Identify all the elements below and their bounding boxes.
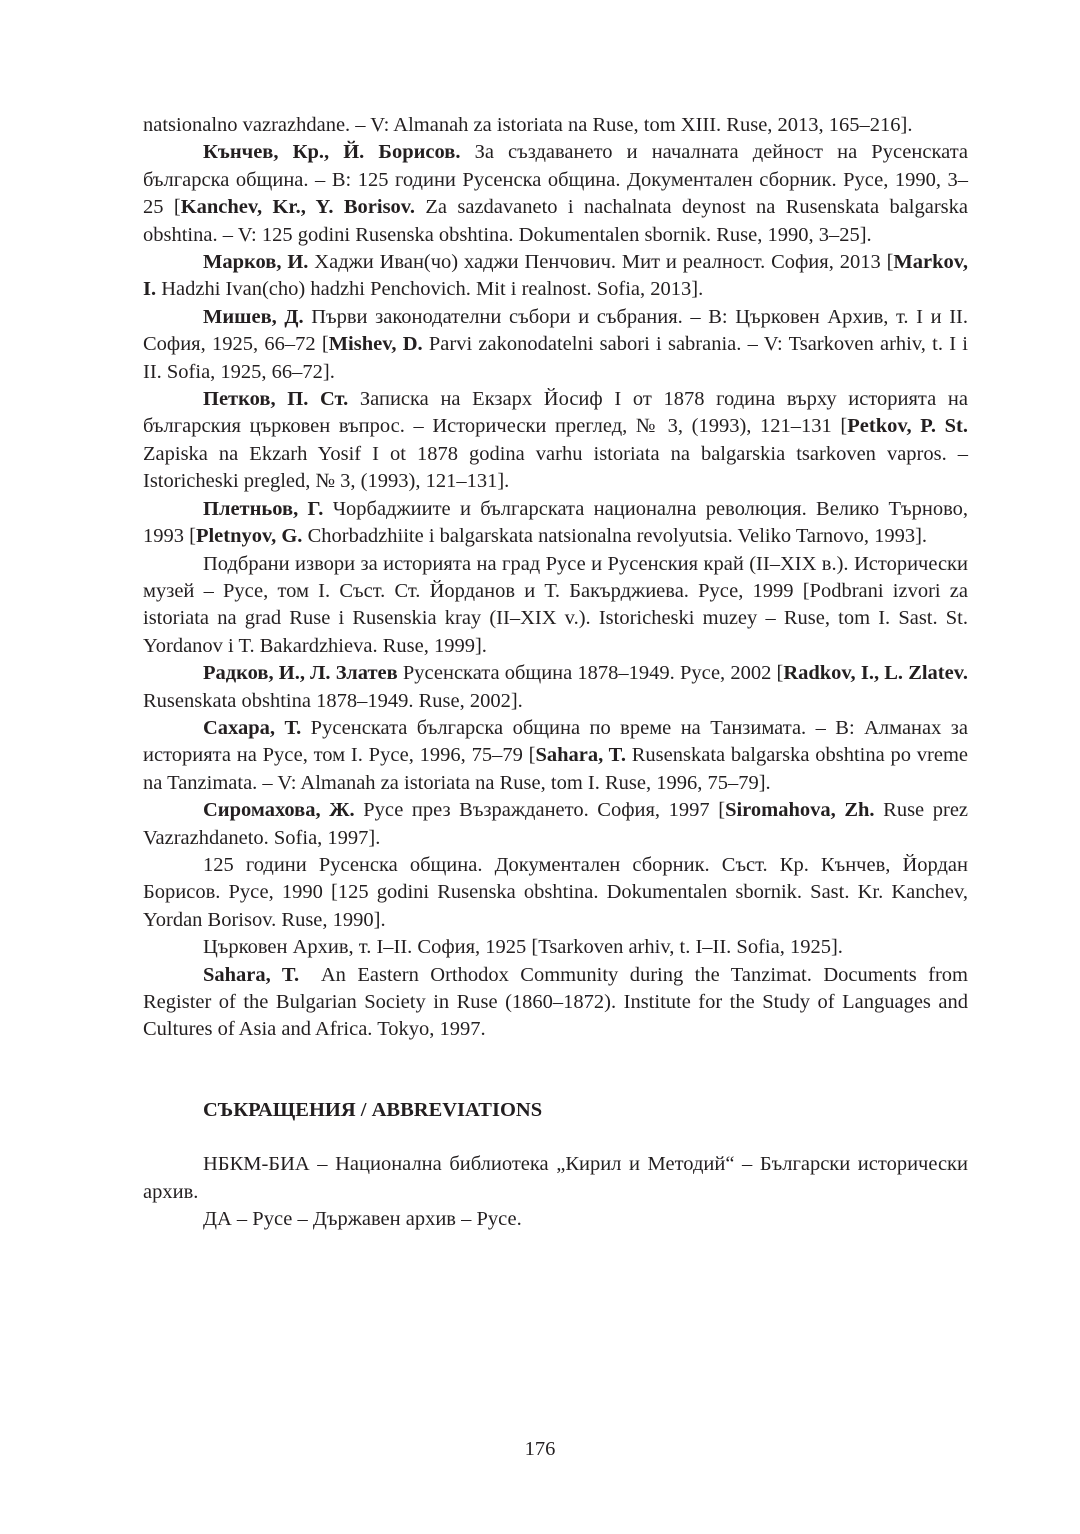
- entry-text-transliterated: Rusenskata obshtina 1878–1949. Ruse, 2002].: [143, 689, 523, 712]
- entry-text-transliterated: Ruse prez Vazrazhdaneto. Sofia, 1997].: [143, 799, 969, 849]
- entry-text: Русе през Възраждането. София, 1997 [: [354, 799, 726, 822]
- entry-text-transliterated: Chorbadzhiite i balgarskata natsionalna revolyutsia. Veliko Tarnovo, 1993].: [302, 525, 928, 548]
- entry-text: Чорбаджиите и българската национална революция. Велико Търново, 1993 [: [143, 497, 968, 548]
- entry-author-transliterated: Pletnyov, G.: [195, 525, 303, 548]
- entry-text: Записка на Екзарх Йосиф I от 1878 година върху историята на българския църковен въпрос. – Исторически преглед, № 3, (1993), 121–131 [: [143, 388, 968, 438]
- entry-author: Кънчев, Кр., Й. Борисов.: [203, 141, 461, 164]
- entry-author: Радков, И., Л. Златев: [203, 662, 398, 685]
- entry-text: Първи законодателни събори и събрания. – В: Църковен Архив, т. I и II. София, 1925, 66–72 [: [143, 305, 968, 356]
- entry-text: Църковен Архив, т. I–II. София, 1925 [Tsarkoven arhiv, t. I–II. Sofia, 1925].: [203, 936, 843, 959]
- entry-text: Подбрани извори за историята на град Русе и Русенския край (II–XIX в.). Исторически музей – Русе, том I. Съст. Ст. Йорданов и Т. Бакърджиева. Русе, 1999 [Podbrani izvori za istoriata na grad Ruse i Rusenskia kray (II–XIX v.). Istoricheski muzey – Ruse, tom I. Sast. St. Yordanov i T. Bakardzhieva. Ruse, 1999].: [143, 552, 968, 657]
- bibliography-list: [143, 112, 974, 1044]
- abbreviation-item: ДА – Русе – Държавен архив – Русе.: [203, 1208, 522, 1231]
- abbreviation-item: НБКМ-БИА – Национална библиотека „Кирил и Методий“ – Български исторически архив.: [143, 1153, 968, 1203]
- entry-text: 125 години Русенска община. Документален сборник. Съст. Кр. Кънчев, Йордан Борисов. Русе, 1990 [125 godini Rusenska obshtina. Dokumentalen sbornik. Sast. Kr. Kanchev, Yordan Borisov. Ruse, 1990].: [143, 853, 968, 931]
- bibliography-entry: [143, 934, 968, 961]
- entry-author-transliterated: Markov, I.: [143, 251, 968, 301]
- entry-author-transliterated: Petkov, P. St.: [847, 415, 968, 438]
- entry-text: Русенската община 1878–1949. Русе, 2002 [: [397, 662, 784, 685]
- entry-text: Хаджи Иван(чо) хаджи Пенчович. Мит и реалност. София, 2013 [: [308, 251, 894, 274]
- entry-text-transliterated: Zapiska na Ekzarh Yosif I ot 1878 godina varhu istoriata na balgarskia tsarkoven vapros. – Istoricheski pregled, № 3, (1993), 121–131].: [143, 442, 968, 493]
- bibliography-entry: [143, 139, 968, 249]
- abbreviations-list: [143, 1151, 968, 1233]
- entry-author-transliterated: Sahara, T.: [535, 744, 626, 767]
- entry-text-transliterated: Za sazdavaneto i nachalnata deynost na Rusenskata balgarska obshtina. – V: 125 godini Rusenska obshtina. Dokumentalen sbornik. Ruse, 1990, 3–25].: [143, 196, 968, 246]
- entry-author: Петков, П. Ст.: [203, 388, 349, 411]
- page-body: [143, 112, 974, 1233]
- bibliography-entry: [143, 386, 968, 496]
- entry-author: Сиромахова, Ж.: [203, 799, 355, 822]
- entry-text: An Eastern Orthodox Community during the Tanzimat. Documents from Register of the Bulgarian Society in Ruse (1860–1872). Institute for the Study of Languages and Cultures of Asia and Africa. Tokyo, 1997.: [143, 963, 974, 1041]
- entry-author-transliterated: Siromahova, Zh.: [725, 799, 875, 822]
- abbreviations-heading: СЪКРАЩЕНИЯ / ABBREVIATIONS: [203, 1098, 543, 1121]
- entry-author: Плетньов, Г.: [203, 497, 324, 520]
- entry-author: Марков, И.: [203, 251, 309, 274]
- entry-author: Sahara, T.: [203, 963, 300, 986]
- bibliography-entry: [143, 660, 968, 715]
- entry-author: Сахара, Т.: [203, 716, 302, 739]
- page-number: 176: [524, 1438, 556, 1460]
- bibliography-entry: [143, 962, 974, 1044]
- bibliography-entry: [143, 797, 968, 852]
- entry-text: natsionalno vazrazhdane. – V: Almanah za istoriata na Ruse, tom XIII. Ruse, 2013, 165–216].: [143, 114, 913, 136]
- bibliography-entry: [143, 551, 968, 661]
- entry-text-transliterated: Rusenskata balgarska obshtina po vreme na Tanzimata. – V: Almanah za istoriata na Ruse, tom I. Ruse, 1996, 75–79].: [143, 744, 968, 794]
- bibliography-entry: [143, 304, 968, 386]
- bibliography-entry: [143, 249, 968, 304]
- entry-text-transliterated: Parvi zakonodatelni sabori i sabrania. – V: Tsarkoven arhiv, t. I i II. Sofia, 1925, 66–72].: [143, 333, 969, 383]
- entry-author-transliterated: Mishev, D.: [328, 333, 423, 356]
- entry-text: За създаването и началната дейност на Русенската българска община. – В: 125 години Русенска община. Документален сборник. Русе, 1990, 3–25 [: [143, 141, 968, 219]
- bibliography-entry: [143, 715, 968, 797]
- entry-text-transliterated: Hadzhi Ivan(cho) hadzhi Penchovich. Mit i realnost. Sofia, 2013].: [156, 278, 704, 301]
- entry-author-transliterated: Radkov, I., L. Zlatev.: [783, 662, 968, 685]
- entry-author: Мишев, Д.: [203, 305, 304, 328]
- bibliography-entry: [143, 852, 968, 934]
- entry-author-transliterated: Kanchev, Kr., Y. Borisov.: [180, 196, 416, 219]
- entry-text: Русенската българска община по време на Танзимата. – В: Алманах за историята на Русе, том I. Русе, 1996, 75–79 [: [143, 716, 969, 767]
- bibliography-entry: [143, 112, 968, 139]
- bibliography-entry: [143, 496, 968, 551]
